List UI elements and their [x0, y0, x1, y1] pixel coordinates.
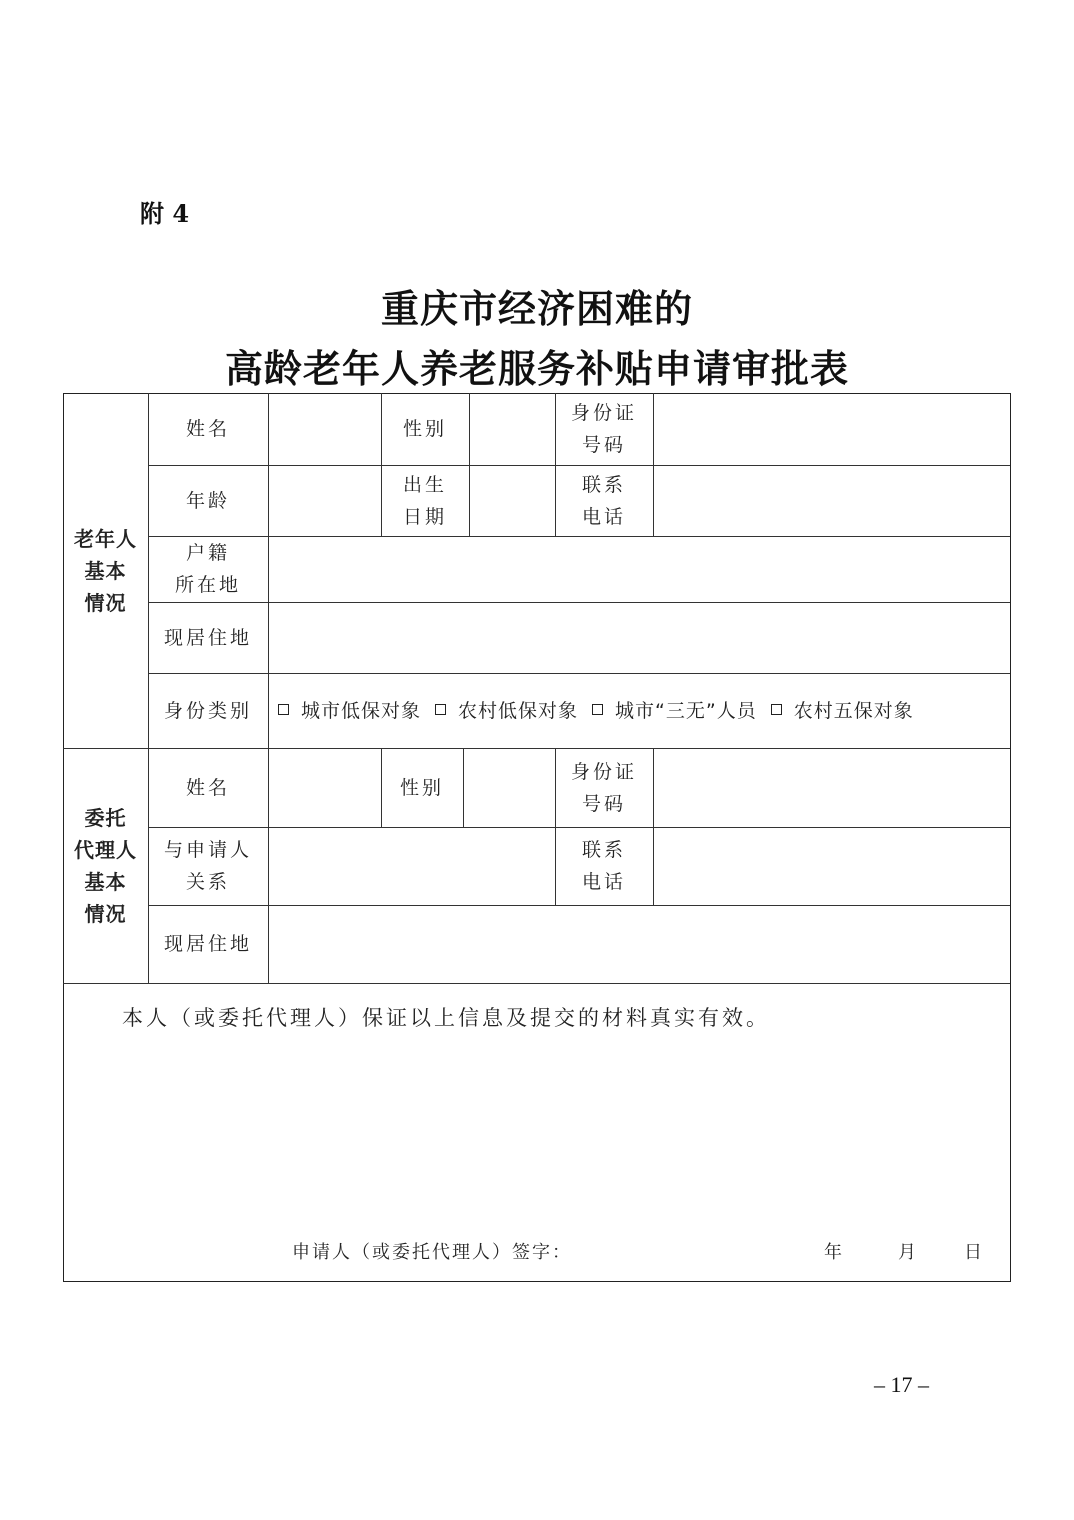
label-line: 所在地	[174, 574, 241, 596]
heading-line: 委托	[84, 805, 127, 830]
elder-birth-label	[381, 465, 469, 536]
checkbox-icon[interactable]	[435, 704, 446, 715]
elder-residence-field[interactable]	[269, 603, 1010, 673]
label-line: 关系	[185, 871, 230, 893]
agent-gender-field[interactable]	[464, 749, 555, 827]
option-label: 农村低保对象	[458, 700, 579, 722]
elder-birth-field[interactable]	[470, 466, 555, 536]
heading-line: 基本	[84, 558, 127, 583]
agent-section-heading	[63, 748, 148, 983]
label-line: 日期	[402, 505, 447, 528]
category-option[interactable]	[278, 696, 421, 723]
label-line: 与申请人	[163, 839, 252, 861]
agent-relation-field[interactable]	[269, 828, 555, 905]
label-line: 号码	[581, 792, 626, 815]
option-label: 城市“三无”人员	[615, 700, 757, 722]
date-month-label: 月	[898, 1242, 916, 1263]
elder-household-label	[148, 536, 268, 602]
heading-line: 基本	[84, 869, 127, 894]
agent-id-label	[555, 748, 653, 827]
page-number: – 17 –	[874, 1372, 929, 1397]
elder-age-field[interactable]	[269, 466, 381, 536]
form-title-line-1: 重庆市经济困难的	[380, 287, 693, 331]
form-title-line-2: 高龄老年人养老服务补贴申请审批表	[224, 347, 849, 391]
label-line: 身份证	[570, 402, 637, 424]
heading-line: 情况	[84, 901, 127, 926]
elder-id-field[interactable]	[654, 394, 1010, 465]
label-line: 身份证	[570, 760, 637, 783]
elder-gender-field[interactable]	[470, 394, 555, 465]
agent-name-label: 姓名	[185, 776, 230, 799]
agent-relation-label	[148, 827, 268, 905]
signature-label: 申请人（或委托代理人）签字：	[292, 1242, 572, 1263]
category-option[interactable]	[435, 696, 578, 723]
agent-name-field[interactable]	[269, 749, 381, 827]
date-year-label: 年	[824, 1242, 842, 1263]
elder-phone-label	[555, 465, 653, 536]
checkbox-icon[interactable]	[278, 704, 289, 715]
heading-line: 代理人	[74, 837, 137, 862]
elder-residence-label: 现居住地	[163, 626, 252, 649]
section-divider	[63, 983, 1010, 984]
elder-gender-label: 性别	[402, 418, 447, 440]
elder-category-label: 身份类别	[163, 699, 252, 722]
label-line: 联系	[581, 839, 626, 861]
label-line: 电话	[581, 505, 626, 528]
heading-line: 情况	[84, 590, 127, 615]
declaration-text: 本人（或委托代理人）保证以上信息及提交的材料真实有效。	[122, 1006, 770, 1030]
label-line: 号码	[581, 434, 626, 456]
elder-household-field[interactable]	[269, 537, 1010, 602]
elder-age-label: 年龄	[185, 489, 230, 512]
elder-section-heading	[63, 393, 148, 748]
label-line: 户籍	[185, 542, 230, 564]
elder-id-label	[555, 393, 653, 465]
elder-phone-field[interactable]	[654, 466, 1010, 536]
label-line: 联系	[581, 473, 626, 496]
agent-residence-field[interactable]	[269, 906, 1010, 983]
label-line: 出生	[402, 473, 447, 496]
option-label: 城市低保对象	[301, 700, 422, 722]
checkbox-icon[interactable]	[592, 704, 603, 715]
label-line: 电话	[581, 871, 626, 893]
heading-line: 老年人	[74, 526, 137, 551]
category-option[interactable]	[592, 696, 757, 723]
agent-gender-label: 性别	[399, 776, 444, 799]
checkbox-icon[interactable]	[771, 704, 782, 715]
option-label: 农村五保对象	[793, 700, 914, 722]
agent-residence-label: 现居住地	[163, 933, 252, 955]
attachment-label: 附 4	[140, 199, 190, 228]
agent-id-field[interactable]	[654, 749, 1010, 827]
date-day-label: 日	[964, 1242, 982, 1263]
elder-name-field[interactable]	[269, 394, 381, 465]
elder-category-options	[278, 696, 928, 723]
agent-phone-label	[555, 827, 653, 905]
agent-phone-field[interactable]	[654, 828, 1010, 905]
row-divider	[148, 673, 1010, 674]
elder-name-label: 姓名	[185, 418, 230, 440]
category-option[interactable]	[771, 696, 914, 723]
